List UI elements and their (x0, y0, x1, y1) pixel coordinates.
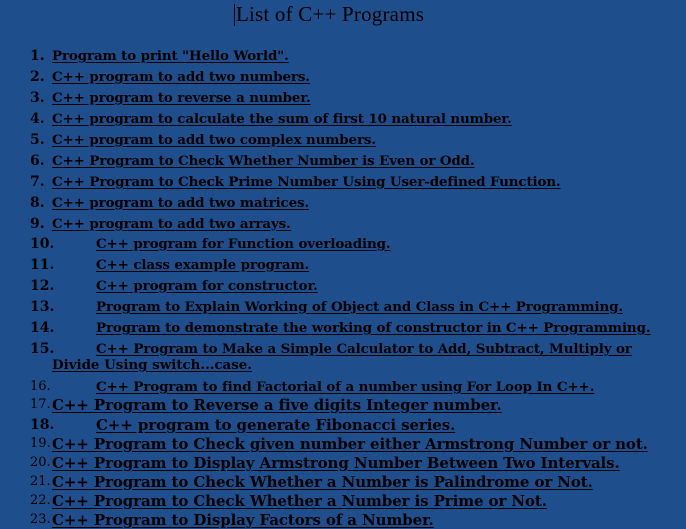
program-link[interactable]: C++ Program to find Factorial of a number using For Loop In C++. (96, 379, 595, 395)
program-link[interactable]: C++ program for Function overloading. (96, 236, 391, 252)
program-link[interactable]: C++ program to generate Fibonacci series. (96, 416, 456, 434)
list-number: 18. (30, 417, 55, 433)
list-number: 15. (30, 341, 55, 357)
program-link[interactable]: Program to print "Hello World". (52, 48, 289, 64)
program-link[interactable]: C++ Program to Check Whether a Number is Palindrome or Not. (52, 473, 593, 491)
program-link[interactable]: C++ class example program. (96, 257, 310, 273)
list-number: 17. (30, 397, 51, 412)
program-link[interactable]: Program to Explain Working of Object and Class in C++ Programming. (96, 299, 623, 315)
list-number: 14. (30, 320, 55, 336)
program-link[interactable]: C++ Program to Check given number either Armstrong Number or not. (52, 435, 648, 453)
list-number: 2. (30, 69, 45, 85)
list-number: 8. (30, 195, 45, 211)
list-number: 9. (30, 216, 45, 232)
list-number: 21. (30, 474, 51, 489)
program-link[interactable]: C++ program to add two numbers. (52, 69, 310, 85)
program-link[interactable]: C++ program for constructor. (96, 278, 318, 294)
text-cursor (234, 4, 235, 26)
program-link[interactable]: C++ program to add two matrices. (52, 195, 310, 211)
list-number: 19. (30, 436, 51, 451)
list-number: 20. (30, 455, 51, 470)
program-link[interactable]: Program to demonstrate the working of constructor in C++ Programming. (96, 320, 651, 336)
list-number: 10. (30, 236, 55, 252)
list-number: 12. (30, 278, 55, 294)
program-link[interactable]: C++ Program to Check Prime Number Using User-defined Function. (52, 174, 561, 190)
list-number: 7. (30, 174, 45, 190)
list-number: 6. (30, 153, 45, 169)
list-number: 23. (30, 512, 51, 527)
list-number: 5. (30, 132, 45, 148)
list-number: 22. (30, 493, 51, 508)
page-title: List of C++ Programs (236, 2, 425, 26)
list-number: 1. (30, 48, 45, 64)
program-link[interactable]: C++ Program to Display Armstrong Number Between Two Intervals. (52, 454, 620, 472)
program-link[interactable]: C++ Program to Make a Simple Calculator to Add, Subtract, Multiply or (96, 341, 632, 357)
program-link[interactable]: C++ Program to Check Whether Number is Even or Odd. (52, 153, 475, 169)
list-number: 11. (30, 257, 55, 273)
program-link[interactable]: C++ program to add two arrays. (52, 216, 291, 232)
list-number: 3. (30, 90, 45, 106)
program-link[interactable]: C++ Program to Check Whether a Number is Prime or Not. (52, 492, 547, 510)
program-link[interactable]: C++ program to add two complex numbers. (52, 132, 376, 148)
program-link[interactable]: C++ program to reverse a number. (52, 90, 311, 106)
list-number: 4. (30, 111, 45, 127)
program-link[interactable]: C++ program to calculate the sum of first 10 natural number. (52, 111, 512, 127)
program-link[interactable]: C++ Program to Reverse a five digits Integer number. (52, 396, 502, 414)
list-number: 16. (30, 379, 51, 394)
program-link-continuation[interactable]: Divide Using switch...case. (52, 357, 252, 373)
list-number: 13. (30, 299, 55, 315)
program-link[interactable]: C++ Program to Display Factors of a Number. (52, 511, 434, 529)
